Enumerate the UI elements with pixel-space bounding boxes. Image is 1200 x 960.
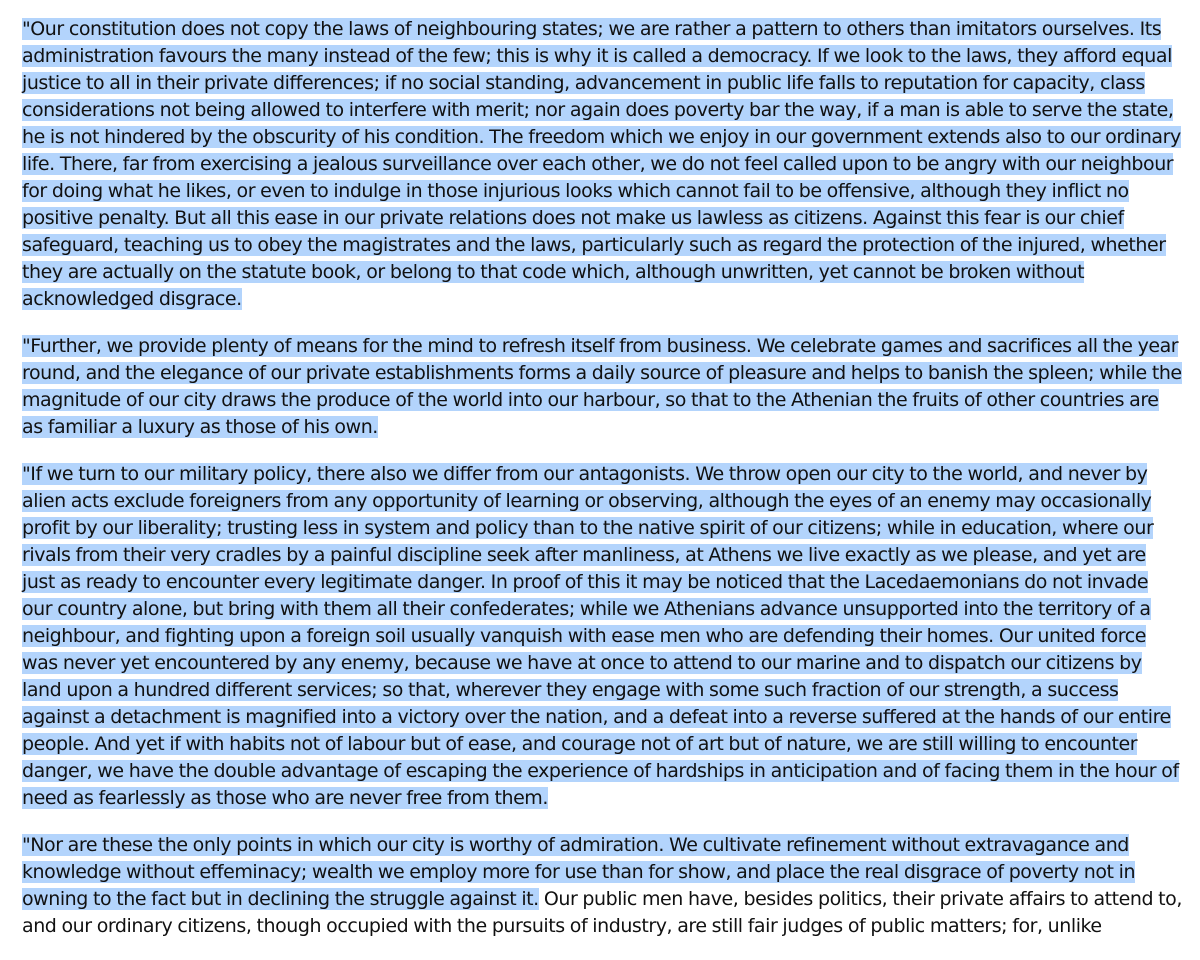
document-body [22, 16, 1182, 960]
paragraph [22, 16, 1182, 313]
unselected-text[interactable]: Our public men have, besides politics, their private affairs to attend to, and our ordinary citizens, though occupied with the pursuits of industry, are still fair judges of public matters; for, unlike [22, 888, 1182, 937]
paragraph [22, 461, 1182, 812]
selected-text[interactable]: "If we turn to our military policy, there also we differ from our antagonists. We throw open our city to the world, and never by alien acts exclude foreigners from any opportunity of learning or observing, although the eyes of an enemy may occasionally profit by our liberality; trusting less in system and policy than to the native spirit of our citizens; while in education, where our rivals from their very cradles by a painful discipline seek after manliness, at Athens we live exactly as we please, and yet are just as ready to encounter every legitimate danger. In proof of this it may be noticed that the Lacedaemonians do not invade our country alone, but bring with them all their confederates; while we Athenians advance unsupported into the territory of a neighbour, and fighting upon a foreign soil usually vanquish with ease men who are defending their homes. Our united force was never yet encountered by any enemy, because we have at once to attend to our marine and to dispatch our citizens by land upon a hundred different services; so that, wherever they engage with some such fraction of our strength, a success against a detachment is magnified into a victory over the nation, and a defeat into a reverse suffered at the hands of our entire people. And yet if with habits not of labour but of ease, and courage not of art but of nature, we are still willing to encounter danger, we have the double advantage of escaping the experience of hardships in anticipation and of facing them in the hour of need as fearlessly as those who are never free from them. [22, 463, 1179, 809]
selected-text[interactable]: "Further, we provide plenty of means for the mind to refresh itself from business. We celebrate games and sacrifices all the year round, and the elegance of our private establishments forms a daily source of pleasure and helps to banish the spleen; while the magnitude of our city draws the produce of the world into our harbour, so that to the Athenian the fruits of other countries are as familiar a luxury as those of his own. [22, 335, 1182, 438]
paragraph [22, 832, 1182, 940]
selected-text[interactable]: "Our constitution does not copy the laws of neighbouring states; we are rather a pattern to others than imitators ourselves. Its administration favours the many instead of the few; this is why it is called a democracy. If we look to the laws, they afford equal justice to all in their private differences; if no social standing, advancement in public life falls to reputation for capacity, class considerations not being allowed to interfere with merit; nor again does poverty bar the way, if a man is able to serve the state, he is not hindered by the obscurity of his condition. The freedom which we enjoy in our government extends also to our ordinary life. There, far from exercising a jealous surveillance over each other, we do not feel called upon to be angry with our neighbour for doing what he likes, or even to indulge in those injurious looks which cannot fail to be offensive, although they inflict no positive penalty. But all this ease in our private relations does not make us lawless as citizens. Against this fear is our chief safeguard, teaching us to obey the magistrates and the laws, particularly such as regard the protection of the injured, whether they are actually on the statute book, or belong to that code which, although unwritten, yet cannot be broken without acknowledged disgrace. [22, 18, 1181, 310]
paragraph [22, 333, 1182, 441]
selected-text[interactable]: "Nor are these the only points in which our city is worthy of admiration. We cultivate refinement without extravagance and knowledge without effeminacy; wealth we employ more for use than for show, and place the real disgrace of poverty not in owning to the fact but in declining the struggle against it. [22, 834, 1136, 910]
